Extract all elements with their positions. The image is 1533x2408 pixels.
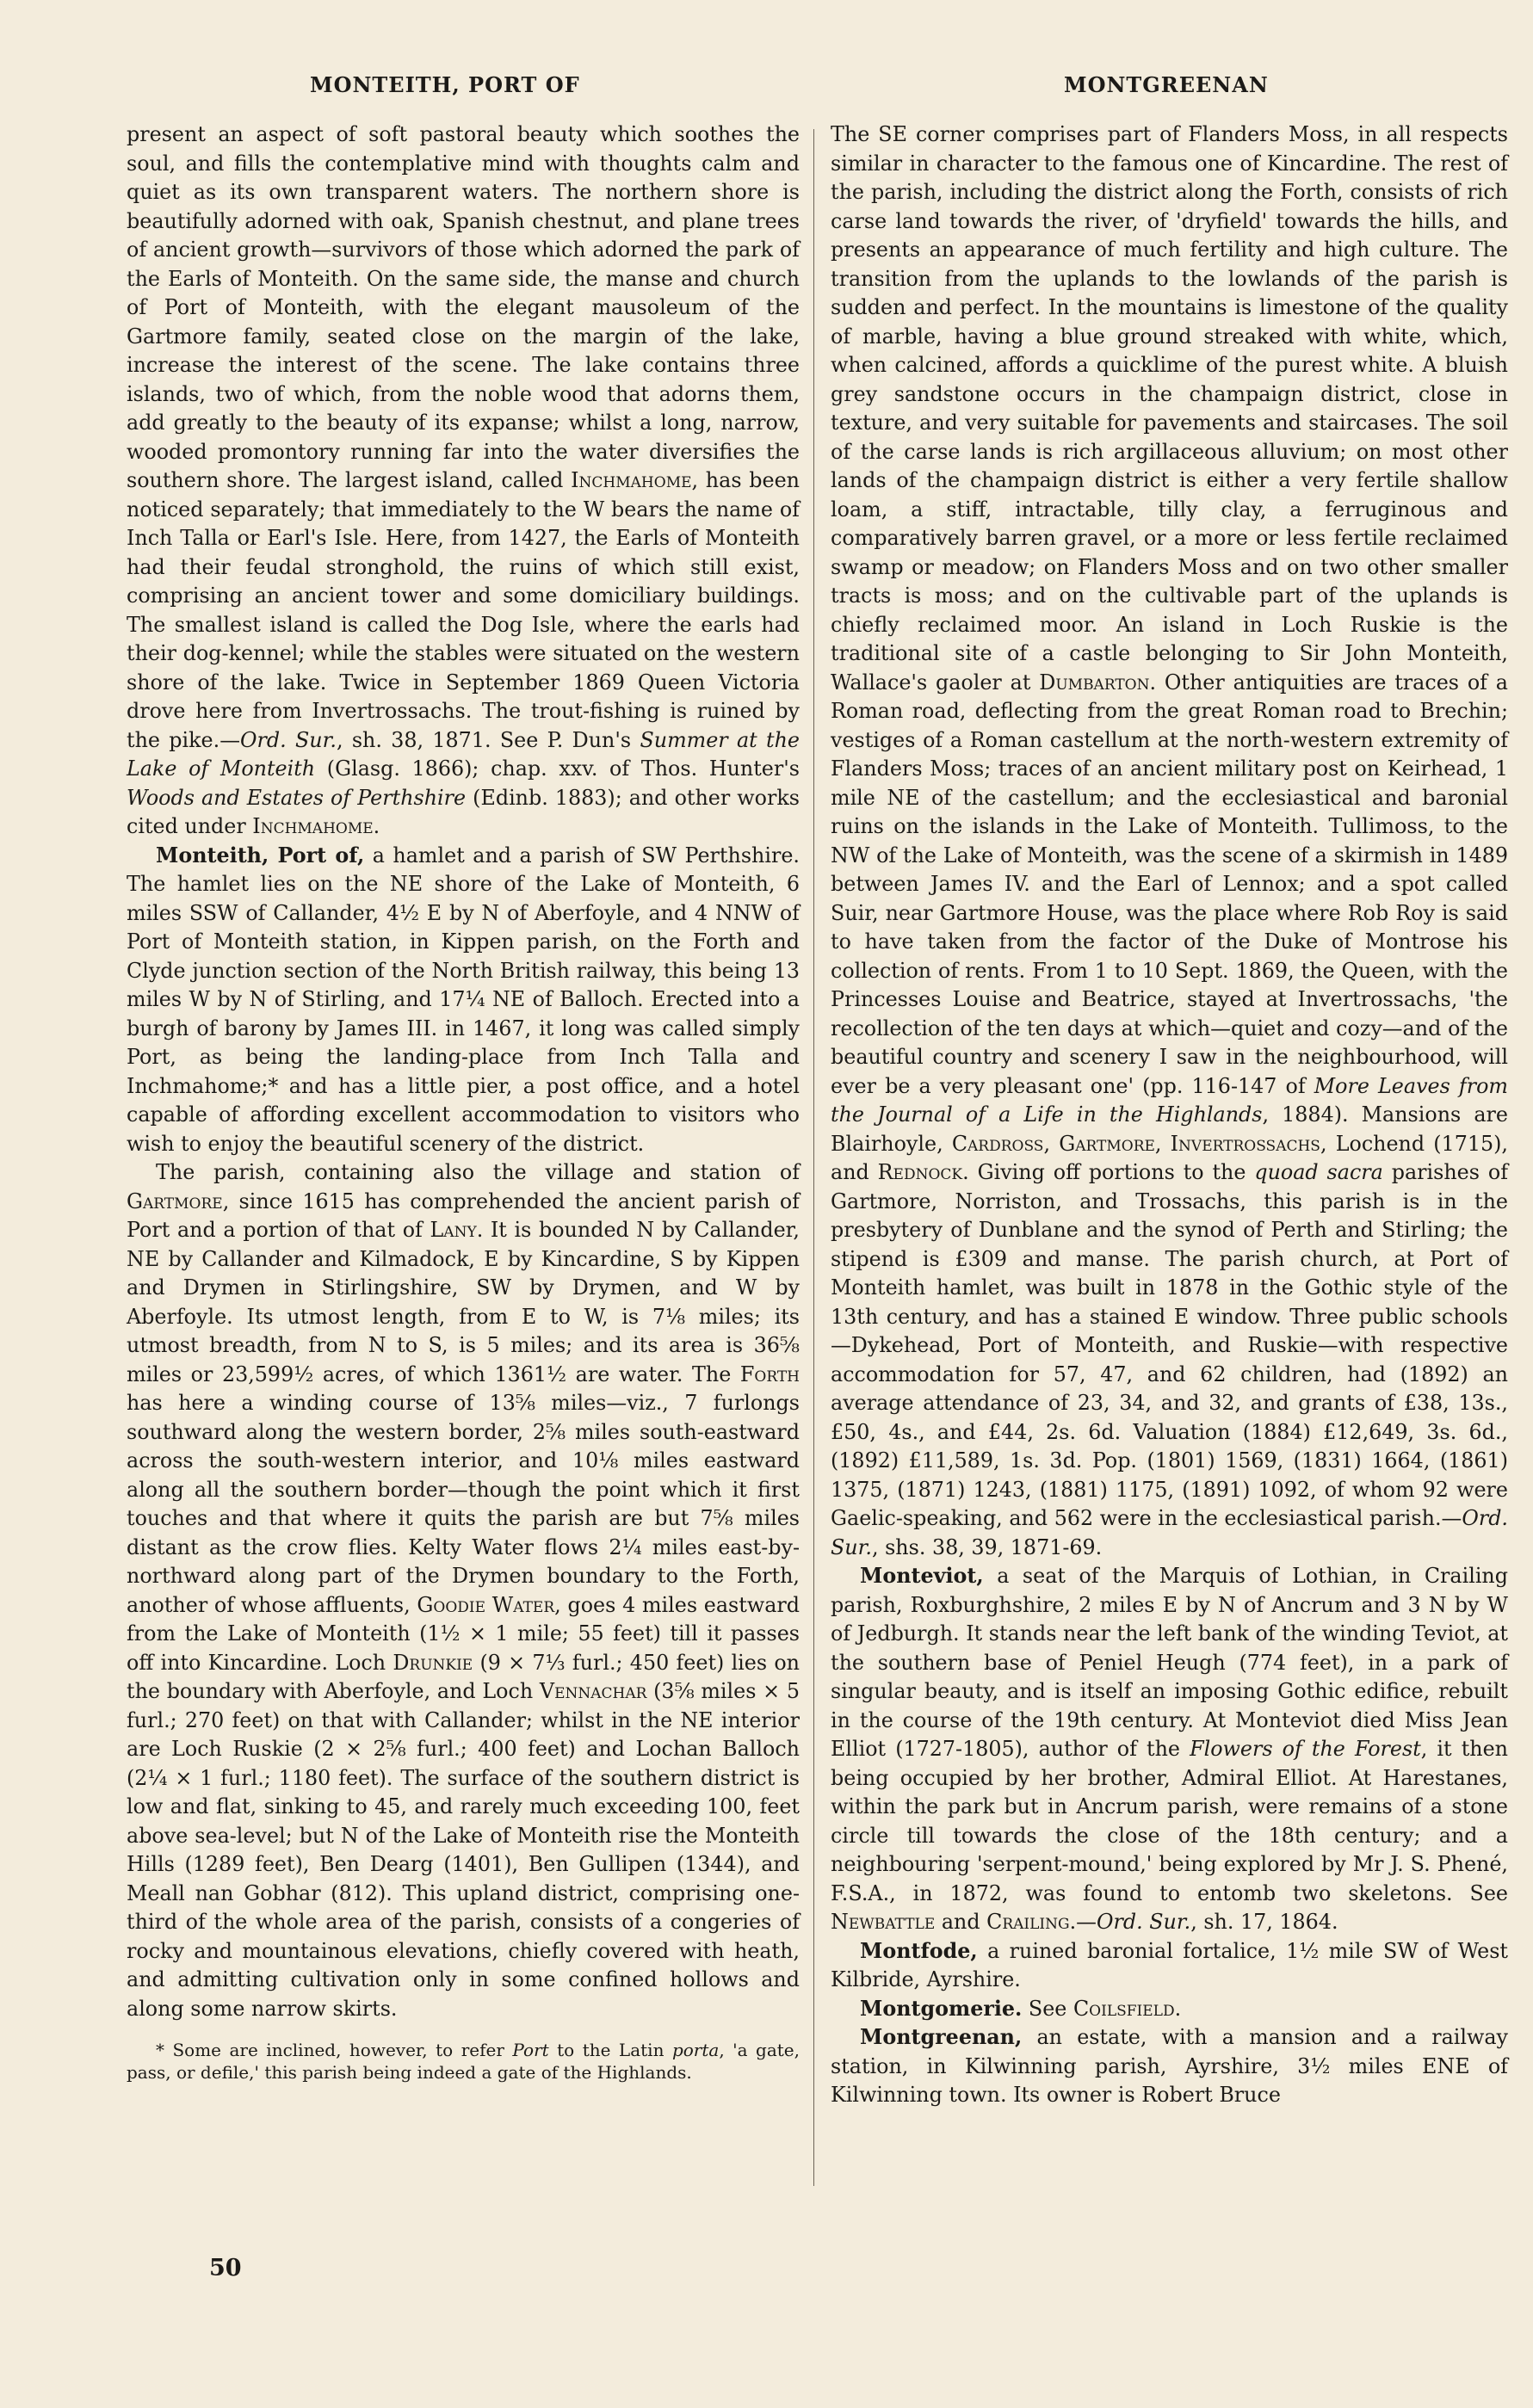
column-divider <box>813 129 814 2186</box>
entry-headword: Montgreenan, <box>860 2025 1023 2049</box>
page-number: 50 <box>209 2255 242 2281</box>
paragraph-lake-description: present an aspect of soft pastoral beauty which soothes the soul, and fills the contemplative mind with thoughts calm and quiet as its own transparent waters. The northern shore is beautifully adorned with oak, Spanish chestnut, and plane trees of ancient growth—survivors of those which adorned the park of the Earls of Monteith. On the same side, the manse and church of Port of Monteith, with the elegant mausoleum of the Gartmore family, seated close on the margin of the lake, increase the interest of the scene. The lake contains three islands, two of which, from the noble wood that adorns them, add greatly to the beauty of its expanse; whilst a long, narrow, wooded promontory running far into the water diversifies the southern shore. The largest island, called Inchmahome, has been noticed separately; that immediately to the W bears the name of Inch Talla or Earl's Isle. Here, from 1427, the Earls of Monteith had their feudal stronghold, the ruins of which still exist, comprising an ancient tower and some domiciliary buildings. The smallest island is called the Dog Isle, where the earls had their dog-kennel; while the stables were situated on the western shore of the lake. Twice in September 1869 Queen Victoria drove here from Invertrossachs. The trout-fishing is ruined by the pike.—Ord. Sur., sh. 38, 1871. See P. Dun's Summer at the Lake of Monteith (Glasg. 1866); chap. xxv. of Thos. Hunter's Woods and Estates of Perthshire (Edinb. 1883); and other works cited under Inchmahome. <box>127 122 800 838</box>
running-head-left: MONTEITH, PORT OF <box>310 72 580 97</box>
footnote: * Some are inclined, however, to refer Port to the Latin porta, 'a gate, pass, or defile,' this parish being indeed a gate of the Highlands. <box>127 2040 800 2083</box>
running-head-right: MONTGREENAN <box>1064 72 1269 97</box>
cross-reference: Inchmahome <box>571 468 692 492</box>
book-title: Flowers of the Forest <box>1190 1737 1421 1761</box>
right-column <box>831 120 1508 2110</box>
book-title: Summer at the Lake of Monteith <box>127 727 800 781</box>
entry-monteith-port-of: Monteith, Port of, a hamlet and a parish of SW Perthshire. The hamlet lies on the NE shore of the Lake of Monteith, 6 miles SSW of Callander, 4½ E by N of Aberfoyle, and 4 NNW of Port of Monteith station, in Kippen parish, on the Forth and Clyde junction section of the North British railway, this being 13 miles W by N of Stirling, and 17¼ NE of Balloch. Erected into a burgh of barony by James III. in 1467, it long was called simply Port, as being the landing-place from Inch Talla and Inchmahome;* and has a little pier, a post office, and a hotel capable of affording excellent accommodation to visitors who wish to enjoy the beautiful scenery of the district. <box>127 843 800 1156</box>
book-title: More Leaves from the Journal of a Life in the Highlands <box>831 1073 1508 1127</box>
paragraph-soil-antiquities: The SE corner comprises part of Flanders Moss, in all respects similar in character to the famous one of Kincardine. The rest of the parish, including the district along the Forth, consists of rich carse land towards the river, of 'dryfield' towards the hills, and presents an appearance of much fertility and high culture. The transition from the uplands to the lowlands of the parish is sudden and perfect. In the mountains is limestone of the quality of marble, having a blue ground streaked with white, which, when calcined, affords a quicklime of the purest white. A bluish grey sandstone occurs in the champaign district, close in texture, and very suitable for pavements and staircases. The soil of the carse lands is rich argillaceous alluvium; on most other lands of the champaign district is either a very fertile shallow loam, a stiff, intractable, tilly clay, a ferruginous and comparatively barren gravel, or a more or less fertile reclaimed swamp or meadow; on Flanders Moss and on two other smaller tracts is moss; and on the cultivable part of the uplands is chiefly reclaimed moor. An island in Loch Ruskie is the traditional site of a castle belonging to Sir John Monteith, Wallace's gaoler at Dumbarton. Other antiquities are traces of a Roman road, deflecting from the great Roman road to Brechin; vestiges of a Roman castellum at the north-western extremity of Flanders Moss; traces of an ancient military post on Keirhead, 1 mile NE of the castellum; and the ecclesiastical and baronial ruins on the islands in the Lake of Monteith. Tullimoss, to the NW of the Lake of Monteith, was the scene of a skirmish in 1489 between James IV. and the Earl of Lennox; and a spot called Suir, near Gartmore House, was the place where Rob Roy is said to have taken from the factor of the Duke of Montrose his collection of rents. From 1 to 10 Sept. 1869, the Queen, with the Princesses Louise and Beatrice, stayed at Invertrossachs, 'the recollection of the ten days at which—quiet and cozy—and of the beautiful country and scenery I saw in the neighbourhood, will ever be a very pleasant one' (pp. 116-147 of More Leaves from the Journal of a Life in the Highlands, 1884). Mansions are Blairhoyle, Cardross, Gartmore, Invertrossachs, Lochend (1715), and Rednock. Giving off portions to the quoad sacra parishes of Gartmore, Norriston, and Trossachs, this parish is in the presbytery of Dunblane and the synod of Perth and Stirling; the stipend is £309 and manse. The parish church, at Port of Monteith hamlet, was built in 1878 in the Gothic style of the 13th century, and has a stained E window. Three public schools—Dykehead, Port of Monteith, and Ruskie—with respective accommodation for 57, 47, and 62 children, had (1892) an average attendance of 23, 34, and 32, and grants of £38, 13s., £50, 4s., and £44, 2s. 6d. Valuation (1884) £12,649, 3s. 6d., (1892) £11,589, 1s. 3d. Pop. (1801) 1569, (1831) 1664, (1861) 1375, (1871) 1243, (1881) 1175, (1891) 1092, of whom 92 were Gaelic-speaking, and 562 were in the ecclesiastical parish.—Ord. Sur., shs. 38, 39, 1871-69. <box>831 122 1508 1559</box>
book-title: Woods and Estates of Perthshire <box>127 785 467 810</box>
entry-headword: Monteith, Port of, <box>156 843 365 867</box>
entry-monteviot: Monteviot, a seat of the Marquis of Lothian, in Crailing parish, Roxburghshire, 2 miles E by N of Ancrum and 3 N by W of Jedburgh. It stands near the left bank of the winding Teviot, at the southern base of Peniel Heugh (774 feet), in a park of singular beauty, and is itself an imposing Gothic edifice, rebuilt in the course of the 19th century. At Monteviot died Miss Jean Elliot (1727-1805), author of the Flowers of the Forest, it then being occupied by her brother, Admiral Elliot. At Harestanes, within the park but in Ancrum parish, were remains of a stone circle till towards the close of the 18th century; and a neighbouring 'serpent-mound,' being explored by Mr J. S. Phené, F.S.A., in 1872, was found to entomb two skeletons. See Newbattle and Crailing.—Ord. Sur., sh. 17, 1864. <box>831 1564 1508 1934</box>
entry-montgreenan: Montgreenan, an estate, with a mansion and a railway station, in Kilwinning parish, Ayrshire, 3½ miles ENE of Kilwinning town. Its owner is Robert Bruce <box>831 2025 1508 2107</box>
paragraph-parish: The parish, containing also the village and station of Gartmore, since 1615 has comprehended the ancient parish of Port and a portion of that of Lany. It is bounded N by Callander, NE by Callander and Kilmadock, E by Kincardine, S by Kippen and Drymen in Stirlingshire, SW by Drymen, and W by Aberfoyle. Its utmost length, from E to W, is 7⅛ miles; its utmost breadth, from N to S, is 5 miles; and its area is 36⅝ miles or 23,599½ acres, of which 1361½ are water. The Forth has here a winding course of 13⅝ miles—viz., 7 furlongs southward along the western border, 2⅝ miles south-eastward across the south-western interior, and 10⅛ miles eastward along all the southern border—though the point which it first touches and that where it quits the parish are but 7⅝ miles distant as the crow flies. Kelty Water flows 2¼ miles east-by-northward along part of the Drymen boundary to the Forth, another of whose affluents, Goodie Water, goes 4 miles eastward from the Lake of Monteith (1½ × 1 mile; 55 feet) till it passes off into Kincardine. Loch Drunkie (9 × 7⅓ furl.; 450 feet) lies on the boundary with Aberfoyle, and Loch Vennachar (3⅝ miles × 5 furl.; 270 feet) on that with Callander; whilst in the NE interior are Loch Ruskie (2 × 2⅝ furl.; 400 feet) and Lochan Balloch (2¼ × 1 furl.; 1180 feet). The surface of the southern district is low and flat, sinking to 45, and rarely much exceeding 100, feet above sea-level; but N of the Lake of Monteith rise the Monteith Hills (1289 feet), Ben Dearg (1401), Ben Gullipen (1344), and Meall nan Gobhar (812). This upland district, comprising one-third of the whole area of the parish, consists of a congeries of rocky and mountainous elevations, chiefly covered with heath, and admitting cultivation only in some confined hollows and along some narrow skirts. <box>127 1160 800 2021</box>
entry-headword: Montfode, <box>860 1938 978 1963</box>
entry-headword: Montgomerie. <box>860 1996 1023 2021</box>
entry-montgomerie: Montgomerie. See Coilsfield. <box>860 1996 1182 2021</box>
cross-reference: Inchmahome <box>252 814 374 838</box>
left-column <box>127 120 800 2084</box>
entry-headword: Monteviot, <box>860 1564 984 1588</box>
entry-montfode: Montfode, a ruined baronial fortalice, 1½ mile SW of West Kilbride, Ayrshire. <box>831 1938 1508 1991</box>
